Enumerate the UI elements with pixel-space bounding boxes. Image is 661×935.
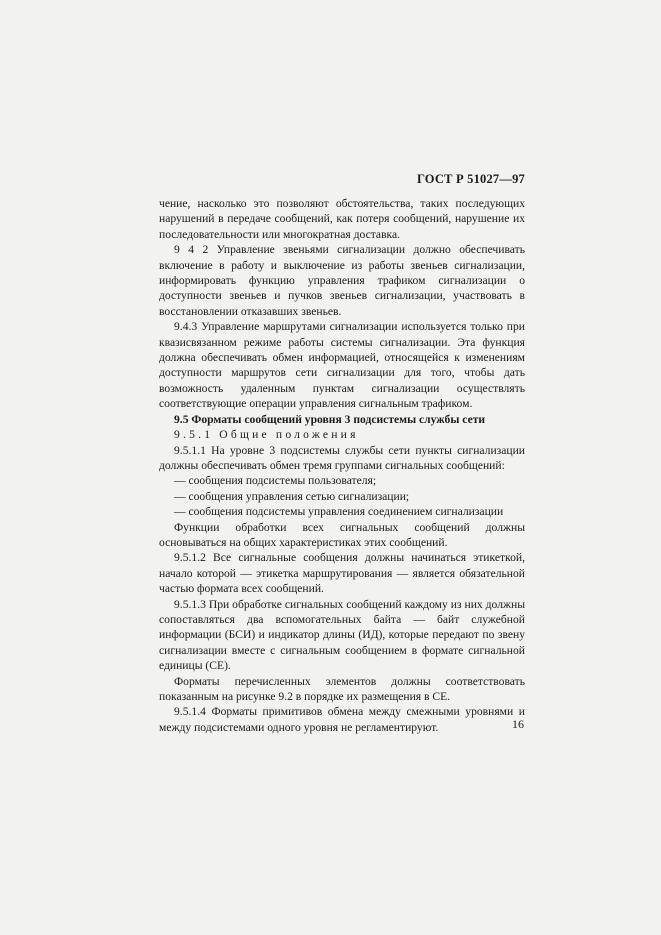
paragraph-9-5-1-3: 9.5.1.3 При обработке сигнальных сообщений каждому из них должны сопоставляться два вспомогательных байта — байт служебной информации (БСИ) и индикатор длины (ИД), которые передают по звену сигнализации вместе с сигнальным сообщением в формате сигнальной единицы (СЕ). xyxy=(159,597,525,673)
paragraph-processing-functions: Функции обработки всех сигнальных сообщений должны основываться на общих характеристиках этих сообщений. xyxy=(159,520,525,549)
section-heading-9-5: 9.5 Форматы сообщений уровня 3 подсистемы службы сети xyxy=(174,412,486,426)
list-item: — сообщения подсистемы управления соединением сигнализации xyxy=(174,505,504,519)
paragraph-formats: Форматы перечисленных элементов должны соответствовать показанным на рисунке 9.2 в порядке их размещения в СЕ. xyxy=(159,674,525,703)
standard-header: ГОСТ Р 51027—97 xyxy=(416,172,525,186)
list-item: — сообщения управления сетью сигнализации; xyxy=(174,489,410,503)
paragraph-9-4-3: 9.4.3 Управление маршрутами сигнализации используется только при квазисвязанном режиме работы системы сигнализации. Эта функция должна обеспечивать обмен информацией, относящейся к изменениям доступности маршрутов сети сигнализации для того, чтобы дать возможность удаленным пунктам сигнализации осуществлять соответствующие операции управления сигнальным трафиком. xyxy=(159,320,525,411)
paragraph-9-5-1-1: 9.5.1.1 На уровне 3 подсистемы службы сети пункты сигнализации должны обеспечивать обмен тремя группами сигнальных сообщений: xyxy=(159,443,525,472)
paragraph-9-5-1-4: 9.5.1.4 Форматы примитивов обмена между смежными уровнями и между подсистемами одного уровня не регламентируют. xyxy=(159,705,525,734)
document-body xyxy=(159,196,525,735)
list-item: — сообщения подсистемы пользователя; xyxy=(174,474,377,488)
paragraph-9-4-2: 9 4 2 Управление звеньями сигнализации должно обеспечивать включение в работу и выключение из работы звеньев сигнализации, информировать функцию управления трафиком сигнализации о доступности звеньев и пучков звеньев сигнализации, участвовать в восстановлении отказавших звеньев. xyxy=(159,243,525,318)
page-number: 16 xyxy=(512,717,524,731)
subsection-heading-9-5-1: 9.5.1 Общие положения xyxy=(174,428,359,442)
paragraph-9-5-1-2: 9.5.1.2 Все сигнальные сообщения должны начинаться этикеткой, начало которой — этикетка маршрутирования — является обязательной частью формата всех сообщений. xyxy=(159,551,525,596)
paragraph-continuation: чение, насколько это позволяют обстоятельства, таких последующих нарушений в передаче сообщений, как потеря сообщений, нарушение их последовательности или многократная доставка. xyxy=(159,197,525,241)
